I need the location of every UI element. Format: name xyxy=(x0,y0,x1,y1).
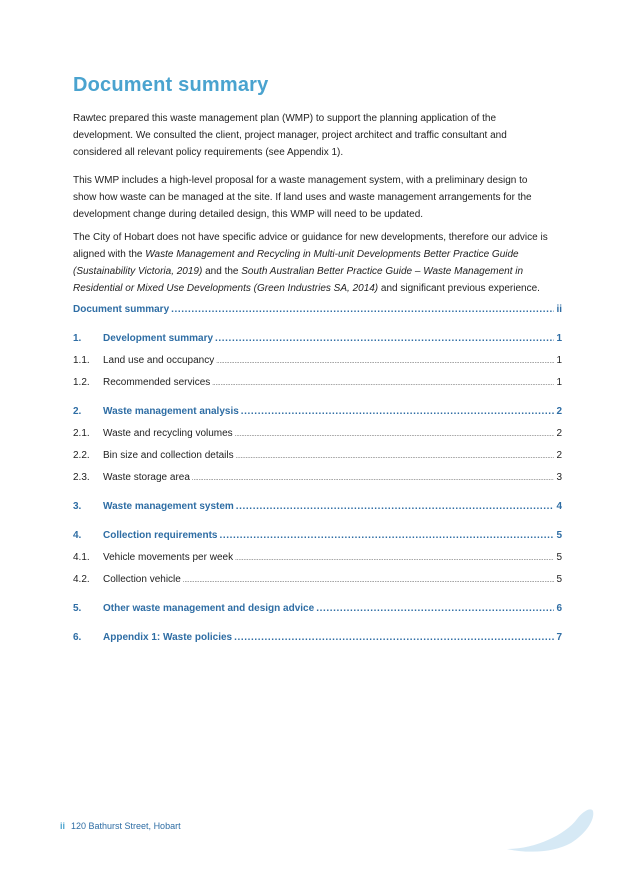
toc-entry[interactable] xyxy=(73,573,562,588)
swoosh-shape xyxy=(507,809,593,851)
toc-entry-page: 5 xyxy=(556,552,562,563)
toc-entry-title: Waste and recycling volumes xyxy=(103,428,233,439)
toc-entry[interactable] xyxy=(73,376,562,391)
toc-entry-page: 3 xyxy=(556,472,562,483)
guidance-text-2: and the xyxy=(202,266,242,277)
toc-entry-title: Waste storage area xyxy=(103,472,190,483)
toc-dot-leader xyxy=(235,553,554,566)
toc-entry-title: Waste management system xyxy=(103,501,234,512)
toc-entry[interactable] xyxy=(73,405,562,418)
guidance-italic-1: Waste Management and Recycling in Multi-unit Developments Better Practice Guide (Sustainability Victoria, 2019) xyxy=(73,249,519,277)
toc-entry-page: 1 xyxy=(556,355,562,366)
toc-entry-number: 1. xyxy=(73,333,82,344)
toc-entry-title: Development summary xyxy=(103,333,214,344)
toc-entry[interactable] xyxy=(73,631,562,644)
toc-entry-title: Vehicle movements per week xyxy=(103,552,234,563)
toc-entry-page: 7 xyxy=(556,632,562,643)
guidance-text-3: and significant previous experience. xyxy=(378,283,540,294)
toc-entry-title: Recommended services xyxy=(103,377,211,388)
intro-paragraph: Rawtec prepared this waste management plan (WMP) to support the planning application of the development. We consulted the client, project manager, project architect and traffic consultant and considered all relevant policy requirements (see Appendix 1). xyxy=(73,113,507,158)
toc-entry-number: 2.2. xyxy=(73,450,90,461)
toc-entry-number: 2. xyxy=(73,406,82,417)
toc-dot-leader xyxy=(212,378,554,391)
toc-entry-title: Appendix 1: Waste policies xyxy=(103,632,233,643)
toc-entry-title: Collection requirements xyxy=(103,530,218,541)
toc-entry-number: 1.2. xyxy=(73,377,90,388)
toc-entry-page: 4 xyxy=(556,501,562,512)
toc-entry-number: 5. xyxy=(73,603,82,614)
toc-entry-title: Document summary xyxy=(73,304,170,315)
toc-entry-page: 6 xyxy=(556,603,562,614)
toc-entry-page: ii xyxy=(556,304,562,315)
toc-entry-page: 2 xyxy=(556,428,562,439)
toc-dot-leader xyxy=(236,500,555,513)
toc-dot-leader xyxy=(192,473,555,486)
toc-entry[interactable] xyxy=(73,551,562,566)
toc-entry-title: Bin size and collection details xyxy=(103,450,234,461)
toc-entry[interactable] xyxy=(73,449,562,464)
toc-entry-page: 2 xyxy=(556,406,562,417)
toc-entry[interactable] xyxy=(73,529,562,542)
toc-entry-page: 2 xyxy=(556,450,562,461)
toc-entry-number: 2.1. xyxy=(73,428,90,439)
toc-entry-title: Collection vehicle xyxy=(103,574,181,585)
guidance-italic-2: South Australian Better Practice Guide – Waste Management in Residential or Mixed Use Developments (Green Industries SA, 2014) xyxy=(73,266,524,294)
toc-dot-leader xyxy=(316,602,554,615)
toc-entry-number: 1.1. xyxy=(73,355,90,366)
toc-dot-leader xyxy=(241,405,555,418)
toc-entry-page: 1 xyxy=(556,377,562,388)
toc-dot-leader xyxy=(235,429,555,442)
toc-entry[interactable] xyxy=(73,602,562,615)
toc-entry-title: Waste management analysis xyxy=(103,406,239,417)
swoosh-decoration xyxy=(505,805,595,855)
toc-entry[interactable] xyxy=(73,427,562,442)
toc-entry-number: 3. xyxy=(73,501,82,512)
toc-entry[interactable] xyxy=(73,471,562,486)
toc-entry-number: 4.1. xyxy=(73,552,90,563)
footer-page-number: ii xyxy=(60,821,66,831)
toc-dot-leader xyxy=(234,631,554,644)
toc-entry-number: 6. xyxy=(73,632,82,643)
toc-entry-number: 4. xyxy=(73,530,82,541)
toc-entry-number: 2.3. xyxy=(73,472,90,483)
toc-entry[interactable] xyxy=(73,500,562,513)
guidance-text-1: The City of Hobart does not have specific advice or guidance for new developments, therefore our advice is aligned with the xyxy=(73,232,548,260)
toc-dot-leader xyxy=(219,529,554,542)
toc-entry[interactable] xyxy=(73,332,562,345)
toc-dot-leader xyxy=(215,332,554,345)
toc-entry-number: 4.2. xyxy=(73,574,90,585)
toc-dot-leader xyxy=(236,451,555,464)
toc-dot-leader xyxy=(216,356,554,369)
page-footer xyxy=(60,821,181,831)
toc-entry-page: 5 xyxy=(556,574,562,585)
toc-entry-page: 1 xyxy=(556,333,562,344)
guidance-paragraph xyxy=(73,229,553,297)
toc-entry[interactable] xyxy=(73,354,562,369)
wmp-paragraph: This WMP includes a high-level proposal for a waste management system, with a preliminary design to show how waste can be managed at the site. If land uses and waste management arrangements for the development change during detailed design, this WMP will need to be updated. xyxy=(73,175,532,220)
toc-dot-leader xyxy=(183,575,555,588)
footer-address: 120 Bathurst Street, Hobart xyxy=(71,821,181,831)
toc-entry-page: 5 xyxy=(556,530,562,541)
page-title: Document summary xyxy=(73,74,269,96)
toc-entry[interactable] xyxy=(73,303,562,316)
toc-entry-title: Other waste management and design advice xyxy=(103,603,315,614)
toc-entry-title: Land use and occupancy xyxy=(103,355,215,366)
toc-dot-leader xyxy=(171,303,554,316)
